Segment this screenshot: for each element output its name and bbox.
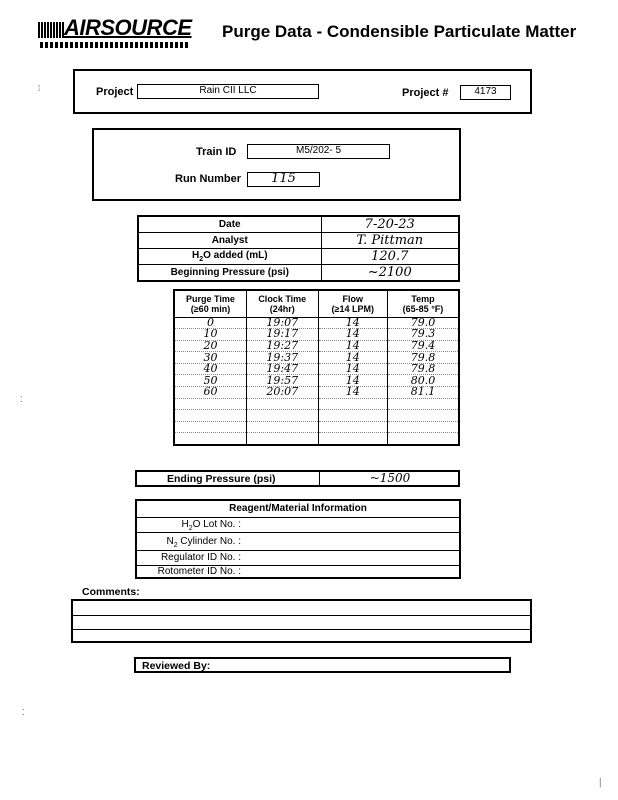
temp-cell[interactable]: 79.8 [387,352,459,364]
scan-speck: │ [598,778,603,787]
purge-time-cell[interactable]: 40 [174,363,246,375]
flow-cell[interactable]: 14 [318,317,387,329]
regulator-row[interactable] [137,551,459,566]
flow-cell[interactable] [318,421,387,433]
flow-cell[interactable]: 14 [318,387,387,399]
beginning-pressure-label: Beginning Pressure (psi) [138,265,321,282]
purge-time-cell[interactable] [174,410,246,422]
reagent-section [135,499,461,579]
scan-speck: ⁚ [22,708,25,717]
flow-cell[interactable]: 14 [318,329,387,341]
h2o-added-value[interactable]: 120.7 [321,249,459,265]
date-value[interactable]: 7-20-23 [321,216,459,233]
temp-cell[interactable] [387,433,459,445]
table-row [138,265,459,282]
h2o-lot-row[interactable] [137,518,459,533]
table-row [174,433,459,445]
table-row [174,387,459,399]
purge-time-header: Purge Time (≥60 min) [174,290,246,317]
table-row [174,410,459,422]
analyst-value[interactable]: T. Pittman [321,233,459,249]
logo-bars-icon [38,22,64,38]
analyst-label: Analyst [138,233,321,249]
table-header-row [174,290,459,317]
h2o-lot-label: $H_2O$ Lot No. : [181,519,241,532]
n2-cylinder-row[interactable] [137,534,459,551]
purge-time-cell[interactable]: 0 [174,317,246,329]
reviewed-by-field[interactable] [134,657,511,673]
purge-time-cell[interactable]: 10 [174,329,246,341]
ending-pressure-label: Ending Pressure (psi) [167,473,276,485]
scan-speck: ⁞ [38,84,41,93]
temp-cell[interactable]: 79.4 [387,340,459,352]
comment-line [73,629,530,630]
flow-cell[interactable]: 14 [318,375,387,387]
scan-speck: ⁚ [20,395,23,404]
logo-text: AIRSOURCE [64,15,192,40]
purge-time-cell[interactable]: 30 [174,352,246,364]
temp-header: Temp (65-85 °F) [387,290,459,317]
comments-field[interactable] [71,599,532,643]
rotometer-label: Rotometer ID No. : [157,566,241,577]
table-row [138,216,459,233]
clock-time-cell[interactable] [246,398,318,410]
temp-cell[interactable]: 80.0 [387,375,459,387]
comments-label: Comments: [82,586,140,598]
project-section [73,69,532,114]
temp-cell[interactable] [387,398,459,410]
clock-time-cell[interactable]: 19:27 [246,340,318,352]
page-title: Purge Data - Condensible Particulate Matter [222,22,577,41]
clock-time-header: Clock Time (24hr) [246,290,318,317]
reagent-title: Reagent/Material Information [137,501,459,518]
beginning-pressure-value[interactable]: ~2100 [321,265,459,282]
flow-header: Flow (≥14 LPM) [318,290,387,317]
project-label: Project [96,86,134,98]
table-row [174,398,459,410]
purge-time-cell[interactable]: 20 [174,340,246,352]
rotometer-row[interactable] [137,565,459,580]
temp-cell[interactable] [387,410,459,422]
clock-time-cell[interactable]: 19:37 [246,352,318,364]
ending-pressure-value[interactable]: ~1500 [319,471,460,486]
purge-time-cell[interactable] [174,433,246,445]
clock-time-cell[interactable] [246,433,318,445]
purge-data-table [173,289,460,446]
temp-cell[interactable]: 81.1 [387,387,459,399]
clock-time-cell[interactable] [246,410,318,422]
clock-time-cell[interactable]: 19:47 [246,363,318,375]
temp-cell[interactable]: 79.0 [387,317,459,329]
train-id-field[interactable]: M5/202- 5 [247,144,390,159]
flow-cell[interactable]: 14 [318,352,387,364]
n2-cylinder-label: $N_2$ Cylinder No. : [166,536,241,549]
regulator-label: Regulator ID No. : [160,552,241,563]
h2o-added-label: $H_2O$ added (mL) [138,249,321,265]
flow-cell[interactable] [318,398,387,410]
clock-time-cell[interactable]: 19:07 [246,317,318,329]
train-id-label: Train ID [196,146,237,158]
date-label: Date [138,216,321,233]
run-number-field[interactable]: 115 [247,172,320,187]
ending-pressure-row [135,470,460,487]
project-number-field[interactable]: 4173 [460,85,511,100]
temp-cell[interactable]: 79.3 [387,329,459,341]
clock-time-cell[interactable]: 19:57 [246,375,318,387]
purge-time-cell[interactable] [174,398,246,410]
train-section [92,128,461,201]
flow-cell[interactable]: 14 [318,363,387,375]
purge-time-cell[interactable]: 60 [174,387,246,399]
project-name-field[interactable]: Rain CII LLC [137,84,319,99]
temp-cell[interactable]: 79.8 [387,363,459,375]
project-number-label: Project # [402,87,449,99]
clock-time-cell[interactable] [246,421,318,433]
purge-time-cell[interactable] [174,421,246,433]
clock-time-cell[interactable]: 20:07 [246,387,318,399]
comment-line [73,615,530,616]
company-logo [38,15,192,44]
flow-cell[interactable]: 14 [318,340,387,352]
temp-cell[interactable] [387,421,459,433]
purge-time-cell[interactable]: 50 [174,375,246,387]
table-row [138,233,459,249]
flow-cell[interactable] [318,410,387,422]
run-number-label: Run Number [175,173,241,185]
run-info-table [137,215,460,282]
flow-cell[interactable] [318,433,387,445]
table-row [138,249,459,265]
clock-time-cell[interactable]: 19:17 [246,329,318,341]
table-row [174,421,459,433]
logo-tagline-stripe [40,42,190,48]
reviewed-by-label: Reviewed By: [142,660,211,672]
